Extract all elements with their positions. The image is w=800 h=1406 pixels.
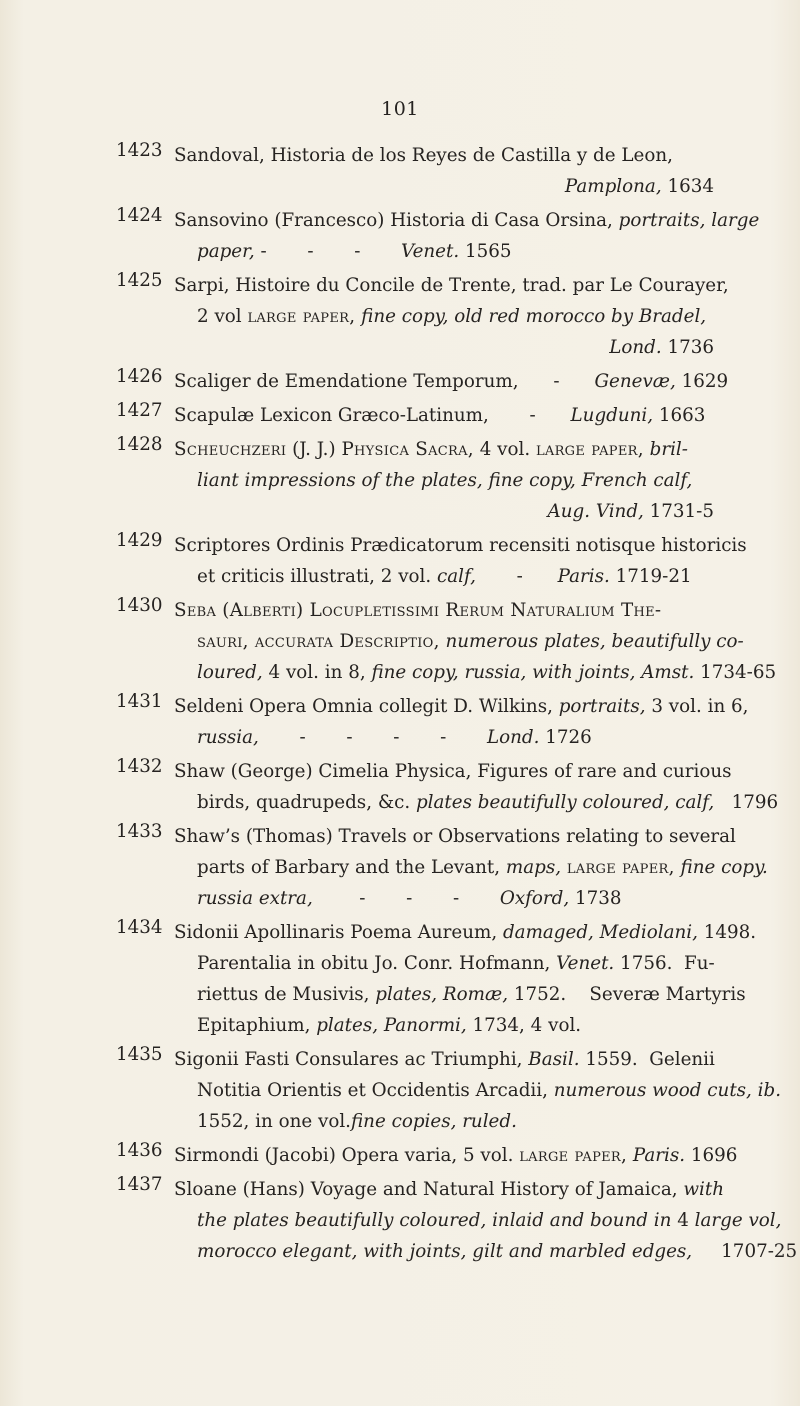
entry-line: [0, 852, 768, 883]
entry-text: Pamplona,: [564, 176, 668, 197]
entry-text: Paris.: [627, 1145, 686, 1166]
entry-text: 1756. Fu-: [614, 953, 715, 974]
entry-text: 2 vol: [197, 306, 248, 327]
entry-text: 1696: [685, 1145, 738, 1166]
entry-line: [0, 561, 714, 592]
entry-text: Genevæ,: [594, 371, 682, 392]
page-number: 101: [381, 98, 419, 120]
entry-text: 1559. Gelenii: [579, 1049, 715, 1070]
entry-text: fine copy, old red morocco by Bradel,: [355, 306, 707, 327]
entry-text: numerous plates, beautifully co-: [439, 631, 744, 652]
entry-line: [0, 722, 714, 753]
entry-line: [0, 1140, 738, 1171]
catalogue-entry: [0, 756, 800, 818]
entry-line: [0, 821, 736, 852]
catalogue-entry: [0, 140, 800, 202]
entry-text: liant impressions of the plates, fine copy, French calf,: [197, 470, 693, 491]
entry-text: large paper,: [535, 439, 644, 460]
entry-text: Sidonii Apollinaris Poema Aureum,: [174, 922, 503, 943]
lot-number: 1432: [116, 756, 163, 777]
entry-text: Oxford,: [499, 888, 575, 909]
lot-number: 1431: [116, 691, 163, 712]
entry-text: (J. J.): [286, 439, 342, 460]
entry-text: Lond.: [486, 727, 546, 748]
entry-text: plates, Romæ,: [375, 984, 509, 1005]
entry-text: large paper,: [566, 857, 675, 878]
entry-text: - - -: [254, 241, 402, 262]
entry-text: with: [683, 1179, 725, 1200]
entry-text: Lond.: [609, 337, 668, 358]
entry-text: maps,: [505, 857, 562, 878]
entry-text: calf,: [437, 566, 476, 587]
entry-line: [0, 948, 714, 979]
entry-text: loured,: [197, 662, 263, 683]
entry-line: [0, 301, 714, 332]
entry-text: 1752. Severæ Martyris: [508, 984, 746, 1005]
catalogue-entry: [0, 366, 800, 397]
entry-line: [0, 917, 757, 948]
entry-text: sauri, accurata Descriptio,: [197, 631, 440, 652]
entry-text: Sloane (Hans) Voyage and Natural History of Jamaica,: [174, 1179, 684, 1200]
lot-number: 1424: [116, 205, 163, 226]
entry-text: Parentalia in obitu Jo. Conr. Hofmann,: [197, 953, 557, 974]
entry-text: Scheuchzeri: [174, 439, 287, 460]
entry-text: 1634: [667, 176, 714, 197]
entry-text: 4 vol. in 8,: [262, 662, 372, 683]
entry-text: 1734-65: [700, 662, 777, 683]
entry-text: -: [475, 566, 558, 587]
entry-line: [0, 1075, 782, 1106]
catalogue-entry: [0, 691, 800, 753]
entry-line: [0, 691, 749, 722]
catalogue-entry: [0, 434, 800, 527]
entry-line: [0, 205, 760, 236]
entry-line: [0, 400, 714, 431]
entry-text: fine copy.: [674, 857, 768, 878]
entry-text: Seba (Alberti) Locupletissimi Rerum Naturalium The-: [174, 600, 662, 621]
entry-text: Venet.: [556, 953, 615, 974]
entry-line: [0, 530, 747, 561]
entry-text: 1736: [667, 337, 714, 358]
entry-text: - - - -: [258, 727, 487, 748]
entry-text: Scaliger de Emendatione Temporum, -: [174, 371, 595, 392]
lot-number: 1423: [116, 140, 163, 161]
lot-number: 1435: [116, 1044, 163, 1065]
entry-line: [0, 979, 746, 1010]
lot-number: 1426: [116, 366, 163, 387]
entry-text: Venet.: [401, 241, 465, 262]
entry-text: numerous wood cuts, ib.: [553, 1080, 782, 1101]
entry-text: Paris.: [557, 566, 616, 587]
entry-line: [0, 657, 777, 688]
entry-text: Sirmondi (Jacobi) Opera varia, 5 vol.: [174, 1145, 520, 1166]
entry-text: Physica Sacra,: [341, 439, 474, 460]
catalogue-entries: [0, 140, 800, 1270]
catalogue-entry: [0, 917, 800, 1041]
entry-text: Aug. Vind,: [547, 501, 650, 522]
lot-number: 1430: [116, 595, 163, 616]
entry-text: birds, quadrupeds, &c.: [197, 792, 416, 813]
entry-text: Seldeni Opera Omnia collegit D. Wilkins,: [174, 696, 559, 717]
entry-text: portraits,: [558, 696, 646, 717]
entry-line: [0, 236, 714, 267]
entry-text: damaged, Mediolani,: [502, 922, 698, 943]
entry-line: [0, 366, 729, 397]
entry-text: russia,: [197, 727, 259, 748]
entry-text: fine copies, ruled.: [350, 1111, 517, 1132]
entry-text: paper,: [197, 241, 255, 262]
catalogue-entry: [0, 595, 800, 688]
entry-line: [0, 171, 714, 202]
entry-text: Sansovino (Francesco) Historia di Casa Orsina,: [174, 210, 619, 231]
entry-text: 4 vol.: [473, 439, 536, 460]
lot-number: 1429: [116, 530, 163, 551]
entry-text: Notitia Orientis et Occidentis Arcadii,: [197, 1080, 554, 1101]
entry-text: portraits, large: [618, 210, 760, 231]
lot-number: 1425: [116, 270, 163, 291]
lot-number: 1436: [116, 1140, 163, 1161]
entry-text: plates beautifully coloured, calf,: [415, 792, 715, 813]
entry-line: [0, 1044, 714, 1075]
catalogue-entry: [0, 530, 800, 592]
entry-text: 3 vol. in 6,: [645, 696, 749, 717]
entry-text: morocco elegant, with joints, gilt and marbled edges,: [197, 1241, 693, 1262]
entry-line: [0, 140, 714, 171]
entry-text: fine copy, russia, with joints, Amst.: [371, 662, 701, 683]
entry-line: [0, 496, 714, 527]
catalogue-entry: [0, 1174, 800, 1267]
lot-number: 1433: [116, 821, 163, 842]
entry-line: [0, 465, 714, 496]
entry-text: Sigonii Fasti Consulares ac Triumphi,: [174, 1049, 529, 1070]
entry-text: large paper,: [247, 306, 356, 327]
entry-text: 1629: [681, 371, 729, 392]
entry-text: Scapulæ Lexicon Græco-Latinum, -: [174, 405, 571, 426]
entry-text: large vol,: [694, 1210, 782, 1231]
entry-text: large paper,: [519, 1145, 628, 1166]
lot-number: 1434: [116, 917, 163, 938]
entry-text: 1734, 4 vol.: [466, 1015, 582, 1036]
entry-text: Epitaphium,: [197, 1015, 317, 1036]
entry-text: 1731-5: [649, 501, 714, 522]
entry-line: [0, 626, 744, 657]
entry-line: [0, 756, 732, 787]
entry-line: [0, 595, 714, 626]
entry-line: [0, 332, 714, 363]
entry-text: 1726: [545, 727, 592, 748]
entry-text: 1663: [658, 405, 706, 426]
entry-line: [0, 1010, 714, 1041]
entry-text: 4: [671, 1210, 695, 1231]
entry-text: - - -: [312, 888, 500, 909]
entry-line: [0, 883, 714, 914]
entry-text: Scriptores Ordinis Prædicatorum recensiti notisque historicis: [174, 535, 747, 556]
entry-text: 1707-25: [692, 1241, 798, 1262]
entry-line: [0, 1236, 798, 1267]
entry-text: parts of Barbary and the Levant,: [197, 857, 506, 878]
lot-number: 1437: [116, 1174, 163, 1195]
entry-text: Shaw (George) Cimelia Physica, Figures of rare and curious: [174, 761, 732, 782]
entry-line: [0, 787, 779, 818]
entry-text: Shaw’s (Thomas) Travels or Observations relating to several: [174, 826, 736, 847]
entry-text: Sarpi, Histoire du Concile de Trente, trad. par Le Courayer,: [174, 275, 729, 296]
catalogue-entry: [0, 1140, 800, 1171]
catalogue-entry: [0, 821, 800, 914]
entry-text: 1738: [574, 888, 622, 909]
lot-number: 1427: [116, 400, 163, 421]
entry-text: riettus de Musivis,: [197, 984, 376, 1005]
entry-text: Basil.: [528, 1049, 580, 1070]
entry-line: [0, 270, 729, 301]
entry-text: russia extra,: [197, 888, 313, 909]
entry-line: [0, 1205, 782, 1236]
entry-line: [0, 434, 714, 465]
entry-line: [0, 1174, 725, 1205]
entry-text: 1552, in one vol.: [197, 1111, 351, 1132]
entry-text: 1565: [464, 241, 512, 262]
entry-line: [0, 1106, 714, 1137]
entry-text: et criticis illustrati, 2 vol.: [197, 566, 438, 587]
entry-text: the plates beautifully coloured, inlaid and bound in: [197, 1210, 672, 1231]
entry-text: 1796: [714, 792, 779, 813]
lot-number: 1428: [116, 434, 163, 455]
entry-text: Lugduni,: [570, 405, 659, 426]
catalogue-entry: [0, 1044, 800, 1137]
entry-text: bril-: [643, 439, 688, 460]
entry-text: Sandoval, Historia de los Reyes de Castilla y de Leon,: [174, 145, 673, 166]
catalogue-entry: [0, 270, 800, 363]
entry-text: plates, Panormi,: [316, 1015, 467, 1036]
entry-text: 1498.: [697, 922, 757, 943]
catalogue-entry: [0, 205, 800, 267]
catalogue-entry: [0, 400, 800, 431]
entry-text: 1719-21: [615, 566, 692, 587]
